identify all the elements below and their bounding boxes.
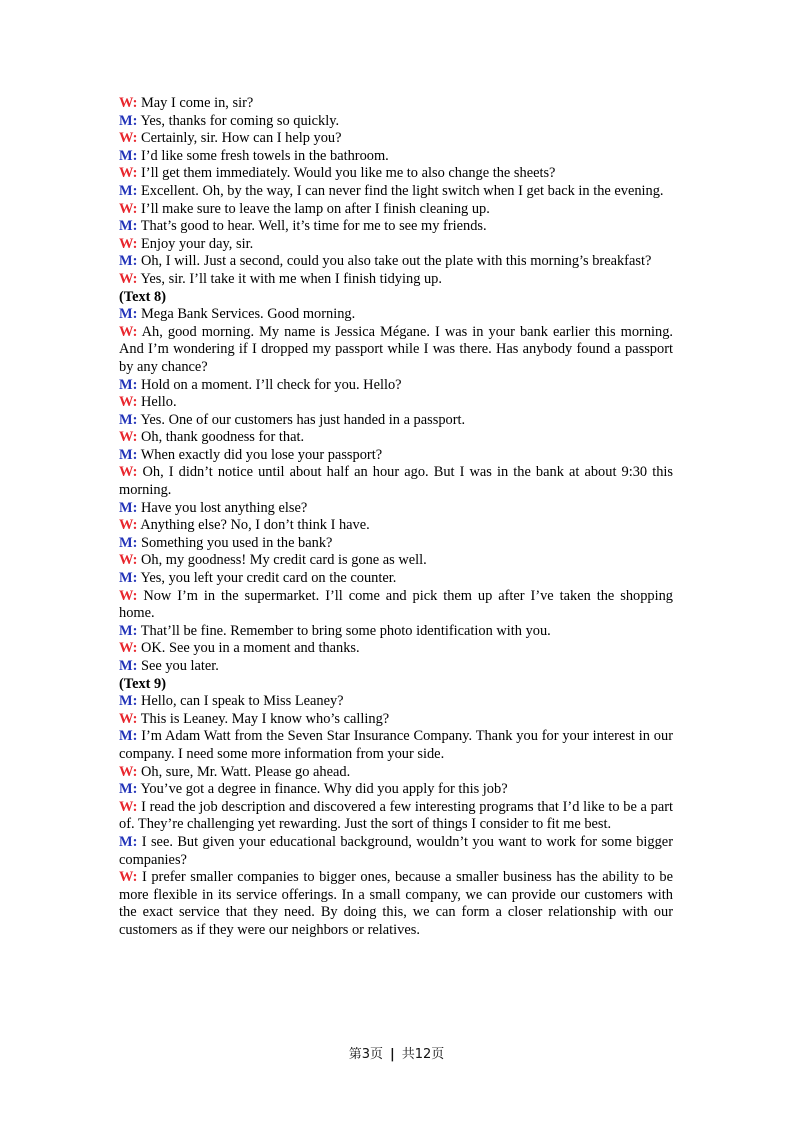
line-text: Oh, my goodness! My credit card is gone as well. [137,552,427,569]
line-text: See you later. [137,658,219,674]
dialogue-line [119,658,673,676]
page-total: 共12页 [401,1047,445,1062]
line-text: Yes. One of our customers has just handed in a passport. [137,411,466,428]
dialogue-line [119,588,673,623]
dialogue-line [119,165,673,183]
speaker-label-man: M: [119,411,138,428]
speaker-label-man: M: [119,499,138,516]
dialogue-line [119,253,673,271]
dialogue-line [119,517,673,535]
line-text: Hold on a moment. I’ll check for you. Hello? [137,376,402,393]
dialogue-line [119,218,673,236]
speaker-label-woman: W: [119,429,138,446]
dialogue-line [119,552,673,570]
line-text: OK. See you in a moment and thanks. [137,640,360,657]
transcript [119,95,673,940]
line-text: When exactly did you lose your passport? [137,446,383,463]
line-text: May I come in, sir? [137,95,254,111]
line-text: I’m Adam Watt from the Seven Star Insurance Company. Thank you for your interest in our company. I need some more information from your side. [119,728,673,762]
section-heading: (Text 8) [119,288,167,305]
speaker-label-woman: W: [119,200,138,217]
speaker-label-man: M: [119,446,138,463]
dialogue-line [119,183,673,201]
line-text: Hello. [137,394,177,411]
dialogue-line [119,412,673,430]
speaker-label-man: M: [119,218,138,235]
line-text: Oh, I will. Just a second, could you also take out the plate with this morning’s breakfast? [137,253,652,270]
line-text: You’ve got a degree in finance. Why did you apply for this job? [137,781,508,798]
dialogue-line [119,113,673,131]
line-text: I’ll make sure to leave the lamp on after I finish cleaning up. [137,200,490,217]
dialogue-line [119,201,673,219]
speaker-label-woman: W: [119,165,138,182]
dialogue-line [119,640,673,658]
line-text: Oh, sure, Mr. Watt. Please go ahead. [137,763,351,780]
dialogue-line [119,693,673,711]
speaker-label-man: M: [119,570,138,587]
line-text: Yes, sir. I’ll take it with me when I finish tidying up. [137,270,442,287]
dialogue-line [119,271,673,289]
line-text: Yes, you left your credit card on the counter. [137,570,397,587]
speaker-label-man: M: [119,693,138,710]
line-text: This is Leaney. May I know who’s calling? [137,710,390,727]
line-text: I’d like some fresh towels in the bathroom. [137,147,389,164]
line-text: Now I’m in the supermarket. I’ll come and pick them up after I’ve taken the shopping home. [119,587,673,622]
speaker-label-man: M: [119,622,138,639]
dialogue-line [119,535,673,553]
line-text: Certainly, sir. How can I help you? [137,130,342,147]
speaker-label-man: M: [119,781,138,798]
line-text: I see. But given your educational background, wouldn’t you want to work for some bigger companies? [119,833,673,868]
speaker-label-man: M: [119,112,138,129]
speaker-label-woman: W: [119,552,138,569]
speaker-label-man: M: [119,658,138,674]
dialogue-line [119,148,673,166]
page-number: 第3页 [348,1047,383,1062]
speaker-label-woman: W: [119,394,138,411]
speaker-label-woman: W: [119,130,138,147]
speaker-label-man: M: [119,182,138,199]
line-text: Oh, thank goodness for that. [137,429,305,446]
line-text: I read the job description and discovered a few interesting programs that I’d like to be a part of. They’re challenging yet rewarding. Just the sort of things I consider to fit me best. [119,798,673,833]
speaker-label-woman: W: [119,235,138,252]
dialogue-line [119,500,673,518]
footer-separator: | [389,1047,395,1062]
dialogue-line [119,570,673,588]
speaker-label-man: M: [119,147,138,164]
line-text: Mega Bank Services. Good morning. [137,306,356,323]
dialogue-line [119,464,673,499]
speaker-label-woman: W: [119,270,138,287]
dialogue-line [119,130,673,148]
dialogue-line [119,429,673,447]
dialogue-line [119,799,673,834]
dialogue-line [119,728,673,763]
line-text: Hello, can I speak to Miss Leaney? [137,693,344,710]
page-footer [0,1043,793,1062]
line-text: Enjoy your day, sir. [137,235,254,252]
speaker-label-woman: W: [119,798,138,815]
line-text: Anything else? No, I don’t think I have. [137,517,370,534]
speaker-label-woman: W: [119,587,138,604]
dialogue-line [119,869,673,939]
dialogue-line [119,324,673,377]
line-text: Yes, thanks for coming so quickly. [137,112,340,129]
speaker-label-woman: W: [119,640,138,657]
line-text: Excellent. Oh, by the way, I can never find the light switch when I get back in the evening. [137,182,664,199]
speaker-label-woman: W: [119,710,138,727]
dialogue-line [119,834,673,869]
line-text: Ah, good morning. My name is Jessica Mégane. I was in your bank earlier this morning. And I’m wondering if I dropped my passport while I was there. Has anybody found a passport by any chance? [119,323,673,375]
speaker-label-man: M: [119,306,138,323]
dialogue-line [119,711,673,729]
line-text: I prefer smaller companies to bigger ones, because a smaller business has the ability to be more flexible in its service offerings. In a small company, we can provide our customers with the exact service that they need. By doing this, we can form a closer relationship with our customers as if they were our neighbors or relatives. [119,869,673,938]
dialogue-line [119,236,673,254]
dialogue-line [119,764,673,782]
dialogue-line [119,95,673,113]
speaker-label-woman: W: [119,464,138,481]
speaker-label-man: M: [119,728,138,745]
speaker-label-woman: W: [119,95,138,111]
dialogue-line [119,394,673,412]
line-text: Have you lost anything else? [137,499,308,516]
dialogue-line [119,623,673,641]
line-text: Something you used in the bank? [137,534,333,551]
dialogue-line [119,306,673,324]
dialogue-line [119,447,673,465]
dialogue-line [119,377,673,395]
speaker-label-man: M: [119,833,138,850]
speaker-label-woman: W: [119,323,138,340]
speaker-label-woman: W: [119,763,138,780]
line-text: Oh, I didn’t notice until about half an hour ago. But I was in the bank at about 9:30 this morning. [119,464,673,499]
line-text: I’ll get them immediately. Would you like me to also change the sheets? [137,165,556,182]
speaker-label-woman: W: [119,869,138,886]
line-text: That’s good to hear. Well, it’s time for me to see my friends. [137,218,487,235]
speaker-label-man: M: [119,376,138,393]
dialogue-line [119,781,673,799]
section-heading: (Text 9) [119,675,167,692]
speaker-label-man: M: [119,534,138,551]
speaker-label-woman: W: [119,517,138,534]
speaker-label-man: M: [119,253,138,270]
line-text: That’ll be fine. Remember to bring some photo identification with you. [137,622,551,639]
